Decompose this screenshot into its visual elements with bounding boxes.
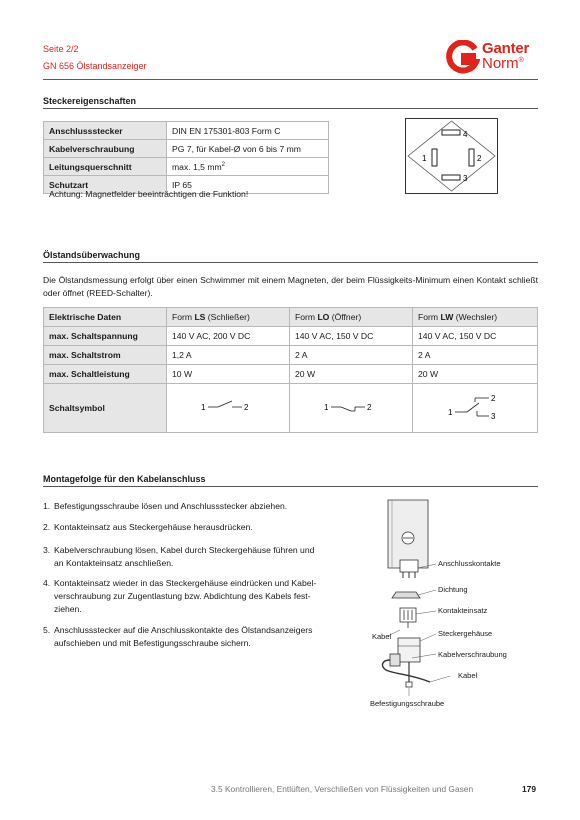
- pin-label: 3: [463, 174, 468, 183]
- step-text: Kabelverschraubung lösen, Kabel durch Steckergehäuse führen und an Kontakteinsatz anschließen.: [54, 545, 315, 568]
- terminal-label: 2: [244, 403, 249, 412]
- terminal-label: 3: [491, 412, 496, 421]
- row-value: DIN EN 175301-803 Form C: [167, 122, 329, 140]
- table-row: [44, 158, 329, 176]
- row-value: IP 65: [167, 176, 329, 194]
- row-label: Kabelverschraubung: [44, 140, 167, 158]
- table-header-row: [44, 308, 538, 327]
- section-title-connector: Steckereigenschaften: [43, 96, 137, 106]
- terminal-label: 2: [491, 394, 496, 403]
- table-row: [44, 327, 538, 346]
- terminal-label: 1: [324, 403, 329, 412]
- section-rule: [43, 108, 538, 109]
- switch-symbol-normally-open-icon: [198, 397, 258, 417]
- pin-2: [469, 149, 474, 166]
- step-text: Kontakteinsatz aus Steckergehäuse herausdrücken.: [54, 522, 253, 532]
- row-value: max. 1,5 $mm^2$: [167, 158, 329, 176]
- cell: 140 V AC, 150 V DC: [290, 327, 413, 346]
- pin-4: [442, 130, 460, 135]
- cell: 20 W: [290, 365, 413, 384]
- pin-1: [432, 149, 437, 166]
- cell: [167, 384, 290, 433]
- table-row: [44, 384, 538, 433]
- footer-chapter: 3.5 Kontrollieren, Entlüften, Verschließen von Flüssigkeiten und Gasen: [211, 784, 474, 794]
- pin-label: 4: [463, 130, 468, 139]
- section-rule: [43, 486, 538, 487]
- table-row: [44, 122, 329, 140]
- step-number: 4.: [43, 578, 51, 588]
- cell: 1,2 A: [167, 346, 290, 365]
- switch-symbol-normally-closed-icon: [321, 397, 381, 417]
- pin-3: [442, 175, 460, 180]
- section-rule: [43, 262, 538, 263]
- cell: 10 W: [167, 365, 290, 384]
- label-kontakteinsatz: Kontakteinsatz: [438, 606, 488, 615]
- column-header: Form LW (Wechsler): [413, 308, 538, 327]
- assembly-exploded-diagram: [370, 498, 450, 698]
- pin-label: 1: [422, 154, 427, 163]
- table-row: [44, 140, 329, 158]
- label-befestigungsschraube: Befestigungsschraube: [370, 699, 445, 708]
- cell: 2 A: [413, 346, 538, 365]
- oil-level-description: Die Ölstandsmessung erfolgt über einen Schwimmer mit einem Magneten, der beim Flüssigkeits-Minimum einen Kontakt schließt oder öffnet (REED-Schalter).: [43, 275, 538, 298]
- label-anschlusskontakte: Anschlusskontakte: [438, 559, 501, 568]
- row-label: Anschlussstecker: [44, 122, 167, 140]
- section-title-oil-level: Ölstandsüberwachung: [43, 250, 141, 260]
- label-kabelverschraubung: Kabelverschraubung: [438, 650, 507, 659]
- footer-page-number: 179: [522, 784, 536, 794]
- label-dichtung: Dichtung: [438, 585, 468, 594]
- label-kabel-right: Kabel: [458, 671, 478, 680]
- cell: 20 W: [413, 365, 538, 384]
- header-label: Elektrische Daten: [44, 308, 167, 327]
- step-text: Kontakteinsatz wieder in das Steckergehäuse eindrücken und Kabel- verschraubung zur Zugentlastung bzw. Abdichtung des Kabels fest- ziehen.: [54, 578, 317, 614]
- terminal-label: 2: [367, 403, 372, 412]
- step-text: Anschlussstecker auf die Anschlusskontakte des Ölstandsanzeigers aufschieben und mit Befestigungsschraube sichern.: [54, 625, 313, 648]
- row-label: max. Schaltleistung: [44, 365, 167, 384]
- ganter-logo-icon: [446, 40, 480, 74]
- superscript: 2: [221, 161, 226, 168]
- label-steckergehaeuse: Steckergehäuse: [438, 629, 493, 638]
- ganter-norm-logo: [446, 40, 541, 74]
- row-label: Schaltsymbol: [44, 384, 167, 433]
- row-value: PG 7, für Kabel-Ø von 6 bis 7 mm: [167, 140, 329, 158]
- label-kabel-left: Kabel: [372, 632, 392, 641]
- document-title: GN 656 Ölstandsanzeiger: [43, 61, 147, 71]
- table-row: [44, 346, 538, 365]
- cable-gland: [390, 654, 400, 666]
- column-header: Form LS (Schließer): [167, 308, 290, 327]
- connector-pin-diagram: [405, 118, 498, 194]
- logo-registered-mark: ®: [518, 57, 524, 64]
- plug-housing: [398, 638, 420, 662]
- section-title-assembly: Montagefolge für den Kabelanschluss: [43, 474, 206, 484]
- terminal-label: 1: [448, 408, 453, 417]
- cell: 140 V AC, 150 V DC: [413, 327, 538, 346]
- step-number: 1.: [43, 501, 51, 511]
- warning-note: Achtung: Magnetfelder beeinträchtigen die Funktion!: [49, 189, 249, 199]
- switch-symbol-changeover-icon: [445, 391, 505, 423]
- contacts-block: [400, 560, 418, 572]
- table-row: [44, 365, 538, 384]
- terminal-label: 1: [201, 403, 206, 412]
- step-number: 3.: [43, 545, 51, 555]
- column-header: Form LO (Öffner): [290, 308, 413, 327]
- connector-table: [43, 121, 329, 194]
- row-label: max. Schaltstrom: [44, 346, 167, 365]
- electrical-data-table: [43, 307, 538, 433]
- row-label: max. Schaltspannung: [44, 327, 167, 346]
- page-indicator: Seite 2/2: [43, 44, 79, 54]
- cell: 2 A: [290, 346, 413, 365]
- step-text: Befestigungsschraube lösen und Anschlussstecker abziehen.: [54, 501, 288, 511]
- row-label: Schutzart: [44, 176, 167, 194]
- cell: [290, 384, 413, 433]
- row-label: Leitungsquerschnitt: [44, 158, 167, 176]
- pin-label: 2: [477, 154, 482, 163]
- logo-text-ganter: Ganter: [482, 40, 530, 57]
- step-number: 2.: [43, 522, 51, 532]
- seal-gasket: [392, 592, 420, 598]
- step-number: 5.: [43, 625, 51, 635]
- cell: [413, 384, 538, 433]
- cell: 140 V AC, 200 V DC: [167, 327, 290, 346]
- logo-text-norm: Norm®: [482, 55, 524, 72]
- header-rule: [43, 79, 538, 80]
